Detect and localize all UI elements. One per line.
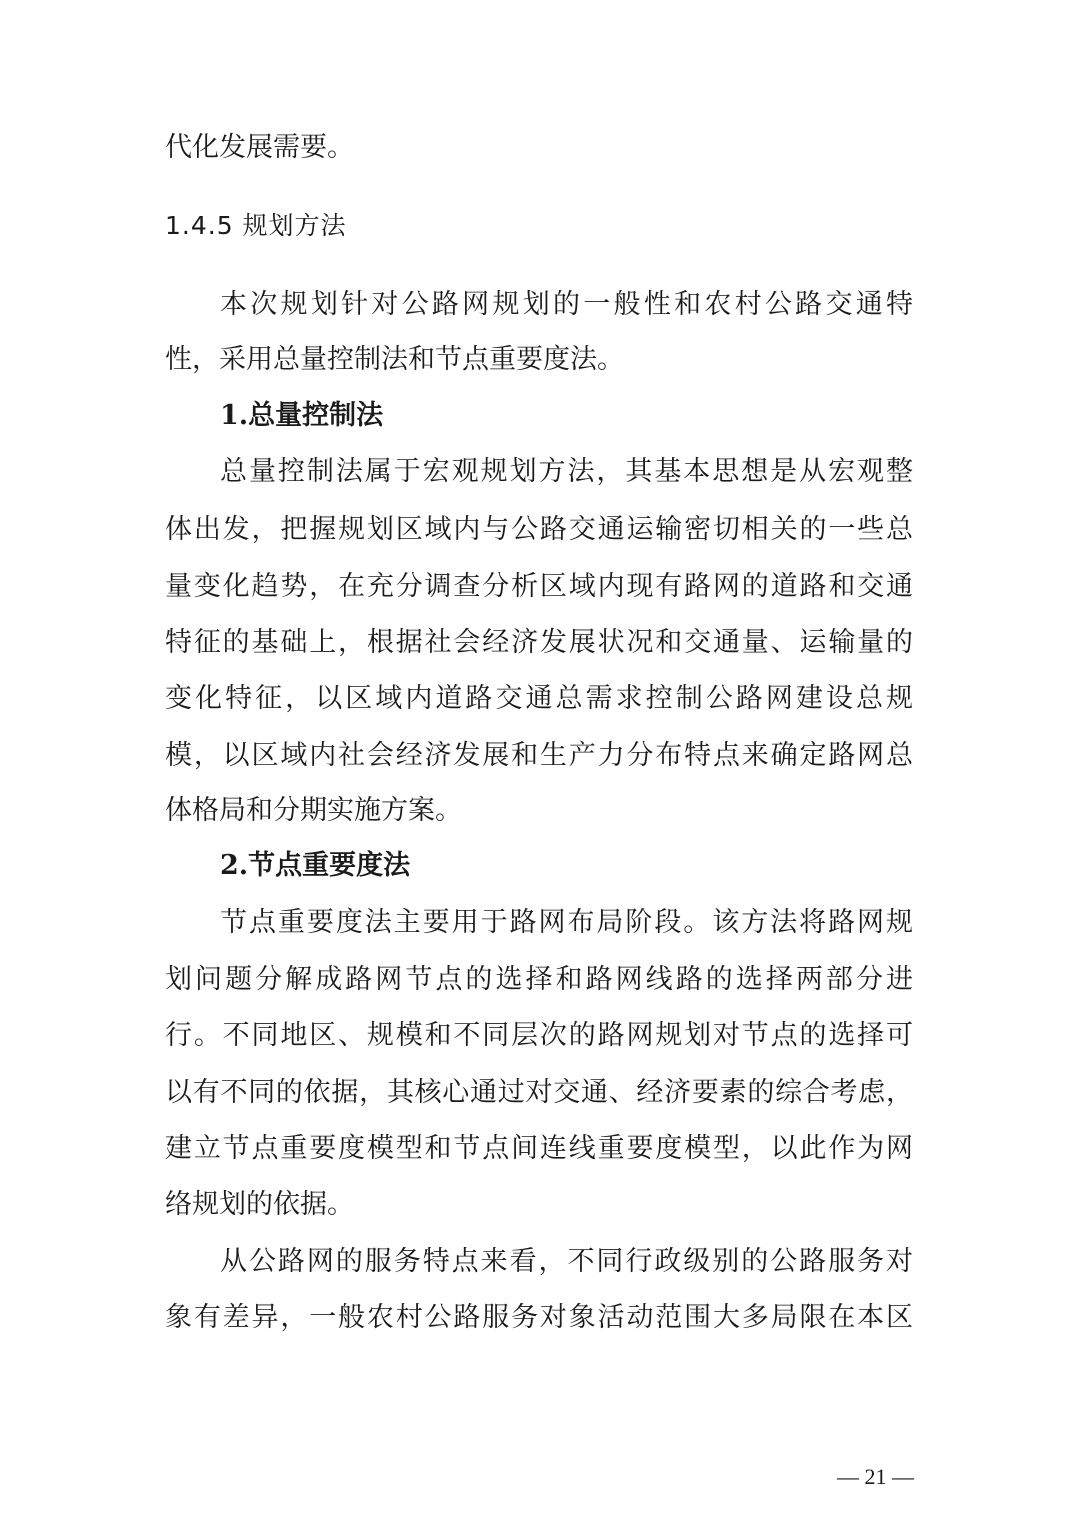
paragraph-1-line-1: 本次规划针对公路网规划的一般性和农村公路交通特 bbox=[220, 289, 913, 320]
paragraph-2-line-5: 变化特征，以区域内道路交通总需求控制公路网建设总规 bbox=[165, 683, 913, 714]
paragraph-2-line-3: 量变化趋势，在充分调查分析区域内现有路网的道路和交通 bbox=[165, 571, 913, 602]
paragraph-4-line-1: 从公路网的服务特点来看，不同行政级别的公路服务对 bbox=[220, 1246, 913, 1277]
paragraph-2-line-7: 体格局和分期实施方案。 bbox=[165, 795, 462, 826]
subheading-node-importance-method: 2.节点重要度法 bbox=[220, 850, 411, 881]
paragraph-3-line-3: 行。不同地区、规模和不同层次的路网规划对节点的选择可 bbox=[165, 1020, 913, 1051]
paragraph-1-line-2: 性，采用总量控制法和节点重要度法。 bbox=[165, 344, 624, 375]
paragraph-continuation-line: 代化发展需要。 bbox=[165, 132, 354, 163]
paragraph-2-line-6: 模，以区域内社会经济发展和生产力分布特点来确定路网总 bbox=[165, 740, 913, 771]
paragraph-4-line-2: 象有差异，一般农村公路服务对象活动范围大多局限在本区 bbox=[165, 1302, 913, 1333]
paragraph-3-line-6: 络规划的依据。 bbox=[165, 1189, 354, 1220]
paragraph-3-line-2: 划问题分解成路网节点的选择和路网线路的选择两部分进 bbox=[165, 964, 913, 995]
subheading-total-control-method: 1.总量控制法 bbox=[220, 400, 384, 431]
paragraph-3-line-4: 以有不同的依据，其核心通过对交通、经济要素的综合考虑， bbox=[165, 1077, 913, 1108]
paragraph-3-line-5: 建立节点重要度模型和节点间连线重要度模型，以此作为网 bbox=[165, 1133, 913, 1164]
paragraph-2-line-2: 体出发，把握规划区域内与公路交通运输密切相关的一些总 bbox=[165, 514, 913, 545]
paragraph-3-line-1: 节点重要度法主要用于路网布局阶段。该方法将路网规 bbox=[220, 907, 913, 938]
paragraph-2-line-4: 特征的基础上，根据社会经济发展状况和交通量、运输量的 bbox=[165, 627, 913, 658]
section-heading-1-4-5: 1.4.5 规划方法 bbox=[165, 211, 347, 240]
paragraph-2-line-1: 总量控制法属于宏观规划方法，其基本思想是从宏观整 bbox=[220, 456, 913, 487]
page-number: — 21 — bbox=[837, 1464, 914, 1489]
